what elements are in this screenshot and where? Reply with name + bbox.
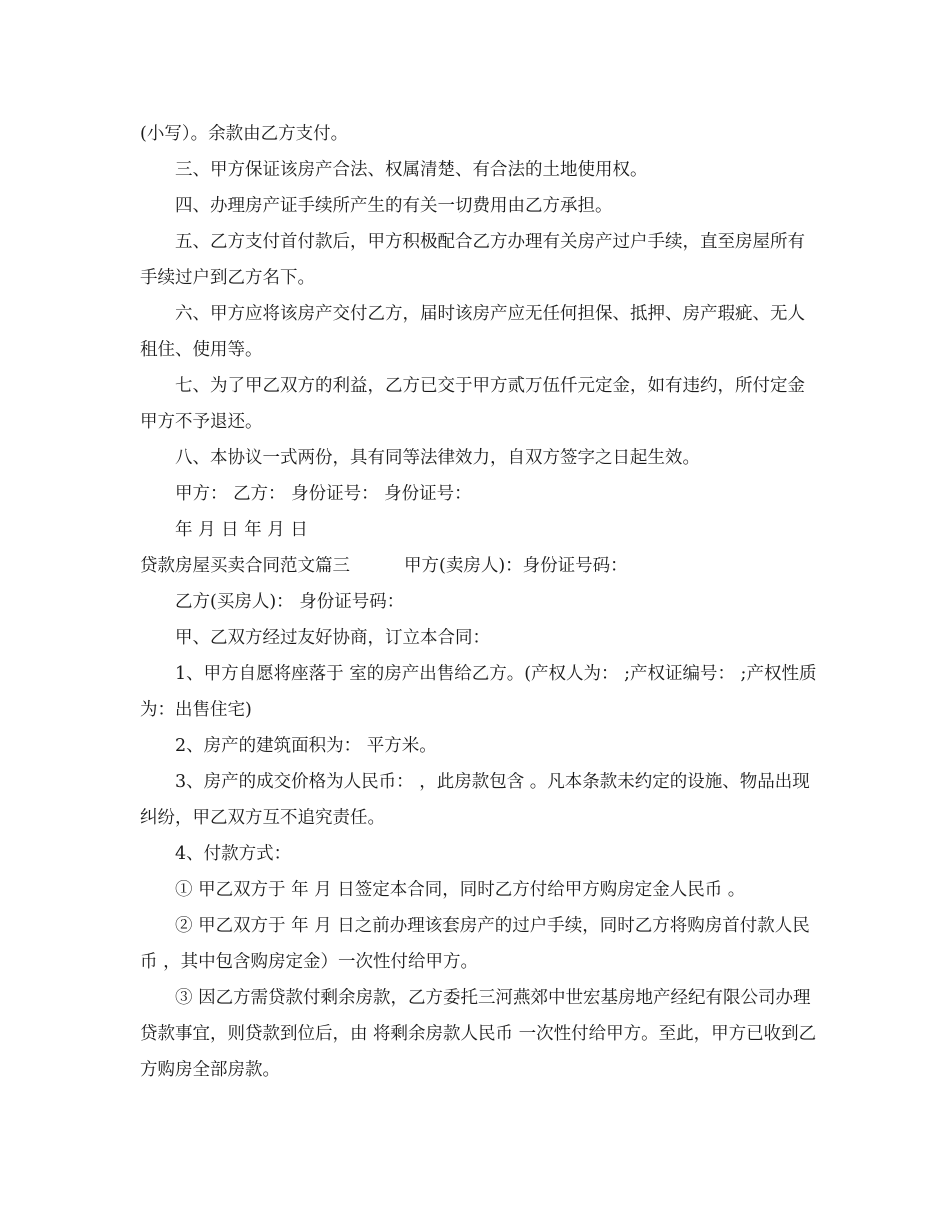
paragraph-q5: 3、房产的成交价格为人民币： ，此房款包含 。凡本条款未约定的设施、物品出现纠纷，甲乙双方互不追究责任。 xyxy=(140,772,810,828)
paragraph-p7: 八、本协议一式两份，具有同等法律效力，自双方签字之日起生效。 xyxy=(175,448,700,468)
paragraph-p4: 五、乙方支付首付款后，甲方积极配合乙方办理有关房产过户手续，直至房屋所有手续过户到乙方名下。 xyxy=(140,232,805,288)
paragraph-p5: 六、甲方应将该房产交付乙方，届时该房产应无任何担保、抵押、房产瑕疵、无人租住、使用等。 xyxy=(140,304,805,360)
paragraph-p1: (小写）。余款由乙方支付。 xyxy=(140,124,349,144)
signature-line: 甲方： 乙方： 身份证号： 身份证号： xyxy=(175,484,472,504)
paragraph-p3: 四、办理房产证手续所产生的有关一切费用由乙方承担。 xyxy=(175,196,613,216)
paragraph-p6: 七、为了甲乙双方的利益，乙方已交于甲方贰万伍仟元定金，如有违约，所付定金甲方不予退还。 xyxy=(140,376,805,432)
paragraph-q4: 2、房产的建筑面积为： 平方米。 xyxy=(175,736,437,756)
paragraph-q9: ③ 因乙方需贷款付剩余房款，乙方委托三河燕郊中世宏基房地产经纪有限公司办理贷款事宜，则贷款到位后，由 将剩余房款人民币 一次性付给甲方。至此，甲方已收到乙方购房全部房款。 xyxy=(140,988,817,1080)
document-body xyxy=(140,116,820,1088)
paragraph-q7: ① 甲乙双方于 年 月 日签定本合同，同时乙方付给甲方购房定金人民币 。 xyxy=(175,880,746,900)
paragraph-q3: 1、甲方自愿将座落于 室的房产出售给乙方。(产权人为： ;产权证编号： ;产权性质为：出售住宅) xyxy=(140,664,817,720)
date-line: 年 月 日 年 月 日 xyxy=(175,520,308,540)
paragraph-q2: 甲、乙双方经过友好协商，订立本合同： xyxy=(175,628,490,648)
seller-id-label: 甲方(卖房人)：身份证号码： xyxy=(404,556,628,576)
paragraph-p2: 三、甲方保证该房产合法、权属清楚、有合法的土地使用权。 xyxy=(175,160,648,180)
paragraph-q6: 4、付款方式： xyxy=(175,844,292,864)
paragraph-q8: ② 甲乙双方于 年 月 日之前办理该套房产的过户手续，同时乙方将购房首付款人民币 ，其中包含购房定金）一次性付给甲方。 xyxy=(140,916,810,972)
section-heading-line xyxy=(140,548,820,584)
paragraph-q1: 乙方(买房人)： 身份证号码： xyxy=(175,592,405,612)
section-title: 贷款房屋买卖合同范文篇三 xyxy=(140,556,350,576)
